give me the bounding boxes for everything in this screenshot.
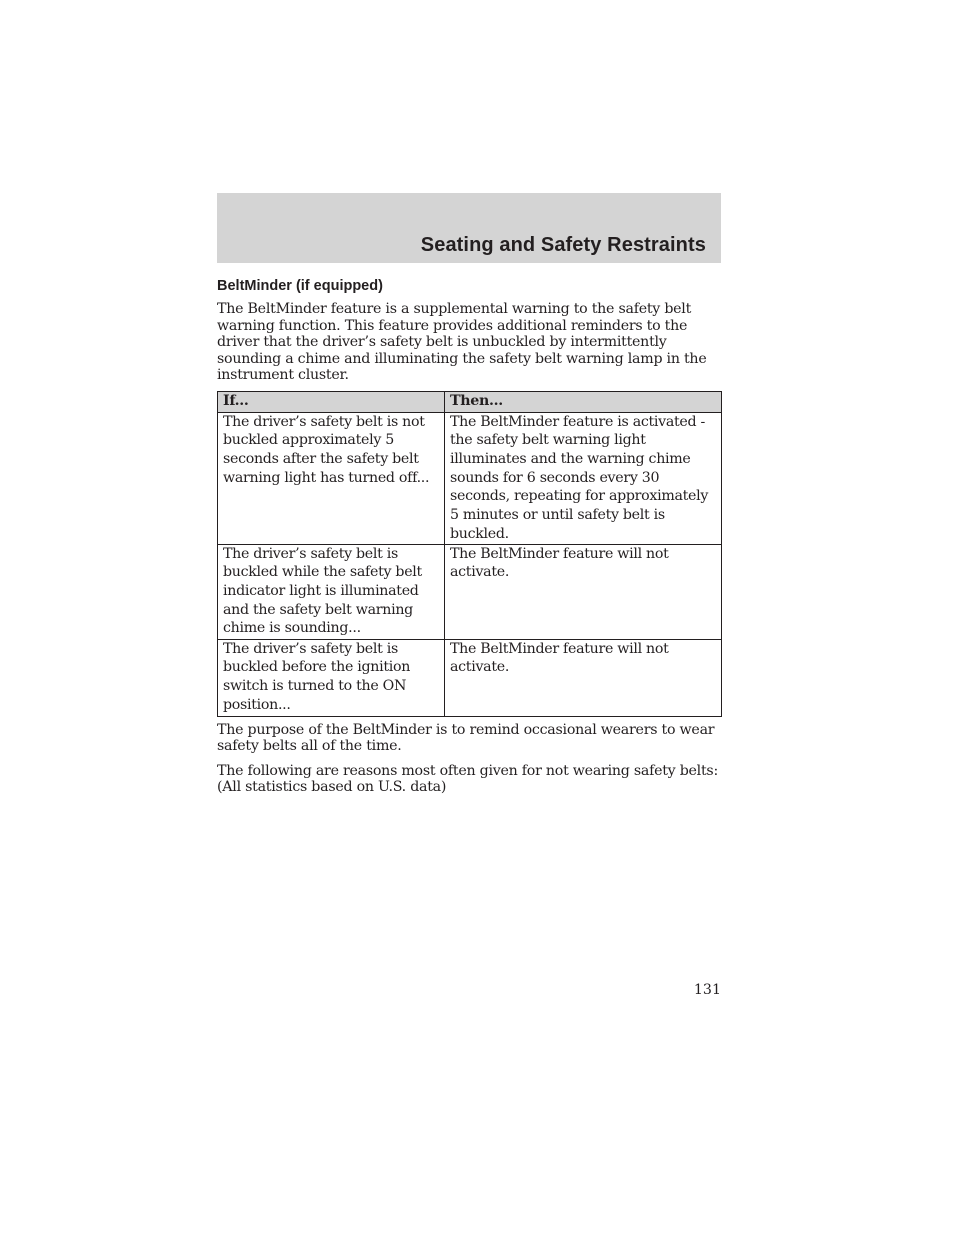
table-cell-if: The driver’s safety belt is buckled before the ignition switch is turned to the ON position... <box>218 639 445 716</box>
page-section-title: Seating and Safety Restraints <box>420 234 706 256</box>
table-cell-if: The driver’s safety belt is buckled while the safety belt indicator light is illuminated and the safety belt warning chime is sounding... <box>218 544 445 639</box>
beltminder-conditions-table <box>217 391 722 717</box>
table-row <box>218 412 722 544</box>
reasons-paragraph: The following are reasons most often given for not wearing safety belts: (All statistics based on U.S. data) <box>217 762 718 795</box>
page-content <box>217 277 721 796</box>
intro-paragraph: The BeltMinder feature is a supplemental warning to the safety belt warning function. This feature provides additional reminders to the driver that the driver’s safety belt is unbuckled by intermittently sounding a chime and illuminating the safety belt warning lamp in the instrument cluster. <box>217 301 707 383</box>
table-cell-then: The BeltMinder feature will not activate. <box>445 544 722 639</box>
table-row <box>218 639 722 716</box>
table-header-row <box>218 391 722 412</box>
table-cell-if: The driver’s safety belt is not buckled approximately 5 seconds after the safety belt warning light has turned off... <box>218 412 445 544</box>
section-heading: BeltMinder (if equipped) <box>217 278 383 294</box>
table-header-then: Then... <box>445 391 722 412</box>
table-cell-then: The BeltMinder feature will not activate. <box>445 639 722 716</box>
table-cell-then: The BeltMinder feature is activated - the safety belt warning light illuminates and the warning chime sounds for 6 seconds every 30 seconds, repeating for approximately 5 minutes or until safety belt is buckled. <box>445 412 722 544</box>
table-row <box>218 544 722 639</box>
table-header-if: If... <box>218 391 445 412</box>
section-header-band <box>217 193 721 263</box>
purpose-paragraph: The purpose of the BeltMinder is to remind occasional wearers to wear safety belts all of the time. <box>217 721 715 754</box>
page-number: 131 <box>693 982 721 998</box>
